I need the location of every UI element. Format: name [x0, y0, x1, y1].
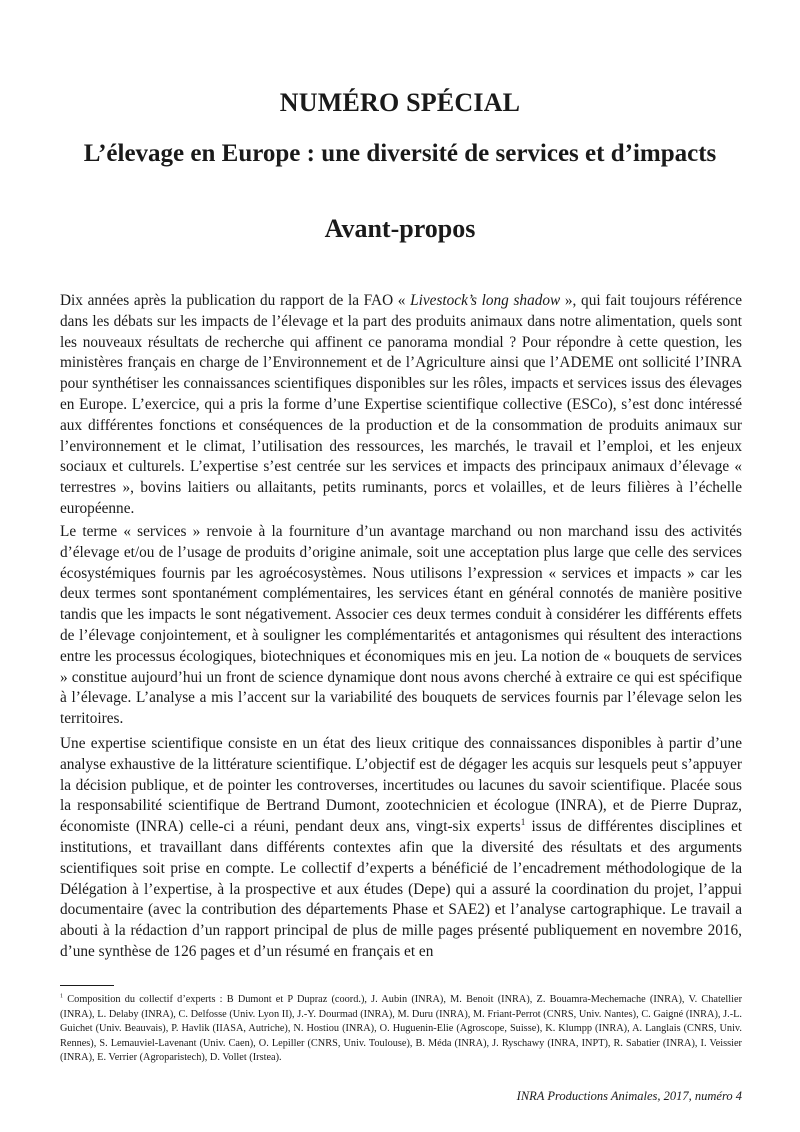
report-title: Livestock’s long shadow [410, 292, 561, 309]
paragraph-services: Le terme « services » renvoie à la fourniture d’un avantage marchand ou non marchand issu des activités d’élevage et/ou de l’usage de produits d’origine animale, soit une acceptation plus large que celle des services écosystémiques fournis par les agroécosystèmes. Nous utilisons l’expression « services et impacts » car les deux termes sont spontanément complémentaires, les services étant en général connotés de manière positive tandis que les impacts le sont négativement. Associer ces deux termes conduit à considérer les différents effets de l’élevage conjointement, et à souligner les complémentarités et antagonismes qui résultent des interactions entre les processus écologiques, biotechniques et économiques mis en jeu. La notion de « bouquets de services » constitue aujourd’hui un front de science dynamique dont nous avons cherché à extraire ce qui est spécifique à l’élevage. L’analyse a mis l’accent sur la variabilité des bouquets de services fournis par l’élevage selon les territoires. [60, 523, 742, 728]
footnote-reference[interactable]: 1 [520, 817, 526, 828]
section-heading: Avant-propos [324, 214, 476, 243]
paragraph-intro-start: Dix années après la publication du rapport de la FAO « [60, 292, 411, 309]
paragraph-expertise [60, 734, 742, 963]
footnote-divider [60, 985, 114, 986]
issue-title: L’élevage en Europe : une diversité de services et d’impacts [83, 140, 717, 167]
footnote-text: Composition du collectif d’experts : B Dumont et P Dupraz (coord.), J. Aubin (INRA), M. Benoit (INRA), Z. Bouamra-Mechemache (INRA), V. Chatellier (INRA), L. Delaby (INRA), C. Delfosse (Univ. Lyon II), J.-Y. Dourmad (INRA), M. Duru (INRA), M. Friant-Perrot (CNRS, Univ. Nantes), C. Gaigné (INRA), J.-L. Guichet (Univ. Beauvais), P. Havlik (IIASA, Autriche), N. Hostiou (INRA), O. Huguenin-Elie (Agroscope, Suisse), K. Klumpp (INRA), A. Langlais (CNRS, Univ. Rennes), S. Lemauviel-Lavenant (Univ. Caen), O. Lepiller (CNRS, Univ. Toulouse), B. Méda (INRA), J. Ryschawy (INRA, INPT), R. Sabatier (INRA), I. Veissier (INRA), E. Verrier (Agroparistech), D. Vollet (Irstea). [60, 994, 742, 1063]
footnote-mark: 1 [60, 992, 64, 1000]
paragraph-expertise-start: Une expertise scientifique consiste en un état des lieux critique des connaissances disponibles à partir d’une analyse exhaustive de la littérature scientifique. L’objectif est de dégager les acquis sur lesquels peut s’appuyer la décision publique, et de pointer les controverses, incertitudes ou lacunes du savoir scientifique. Placée sous la responsabilité scientifique de Bertrand Dumont, zootechnicien et écologue (INRA), et de Pierre Dupraz, économiste (INRA) celle-ci a réuni, pendant deux ans, vingt-six experts [60, 735, 742, 836]
paragraph-intro [60, 291, 742, 520]
journal-footer: INRA Productions Animales, 2017, numéro 4 [516, 1089, 742, 1103]
footnote [60, 993, 742, 1066]
paragraph-expertise-end: issus de différentes disciplines et institutions, et travaillant dans différents contextes afin que la diversité des résultats et des arguments scientifiques soit prise en compte. Le collectif d’experts a bénéficié de l’encadrement méthodologique de la Délégation à l’expertise, à la prospective et aux études (Depe) qui a assuré la coordination du projet, l’appui documentaire (avec la contribution des départements Phase et SAE2) et l’analyse cartographique. Le travail a abouti à la rédaction d’un rapport principal de plus de mille pages présenté publiquement en novembre 2016, d’une synthèse de 126 pages et d’un résumé en français et en [60, 818, 742, 960]
paragraph-intro-end: », qui fait toujours référence dans les débats sur les impacts de l’élevage et la part des produits animaux dans notre alimentation, quels sont les nouveaux résultats de recherche qui affinent ce panorama mondial ? Pour répondre à cette question, les ministères français en charge de l’Environnement et de l’Agriculture ainsi que l’ADEME ont sollicité l’INRA pour synthétiser les connaissances scientifiques disponibles sur les rôles, impacts et services issus des élevages en Europe. L’exercice, qui a pris la forme d’une Expertise scientifique collective (ESCo), s’est donc intéressé aux différentes fonctions et conséquences de la production et de la consommation de produits animaux sur l’environnement et le climat, l’utilisation des ressources, les marchés, le travail et l’emploi, et les enjeux sociaux et culturels. L’expertise s’est centrée sur les services et impacts des principaux animaux d’élevage « terrestres », bovins laitiers ou allaitants, petits ruminants, porcs et volailles, et de leurs filières à l’échelle européenne. [60, 292, 742, 517]
special-issue-heading: NUMÉRO SPÉCIAL [279, 88, 521, 117]
